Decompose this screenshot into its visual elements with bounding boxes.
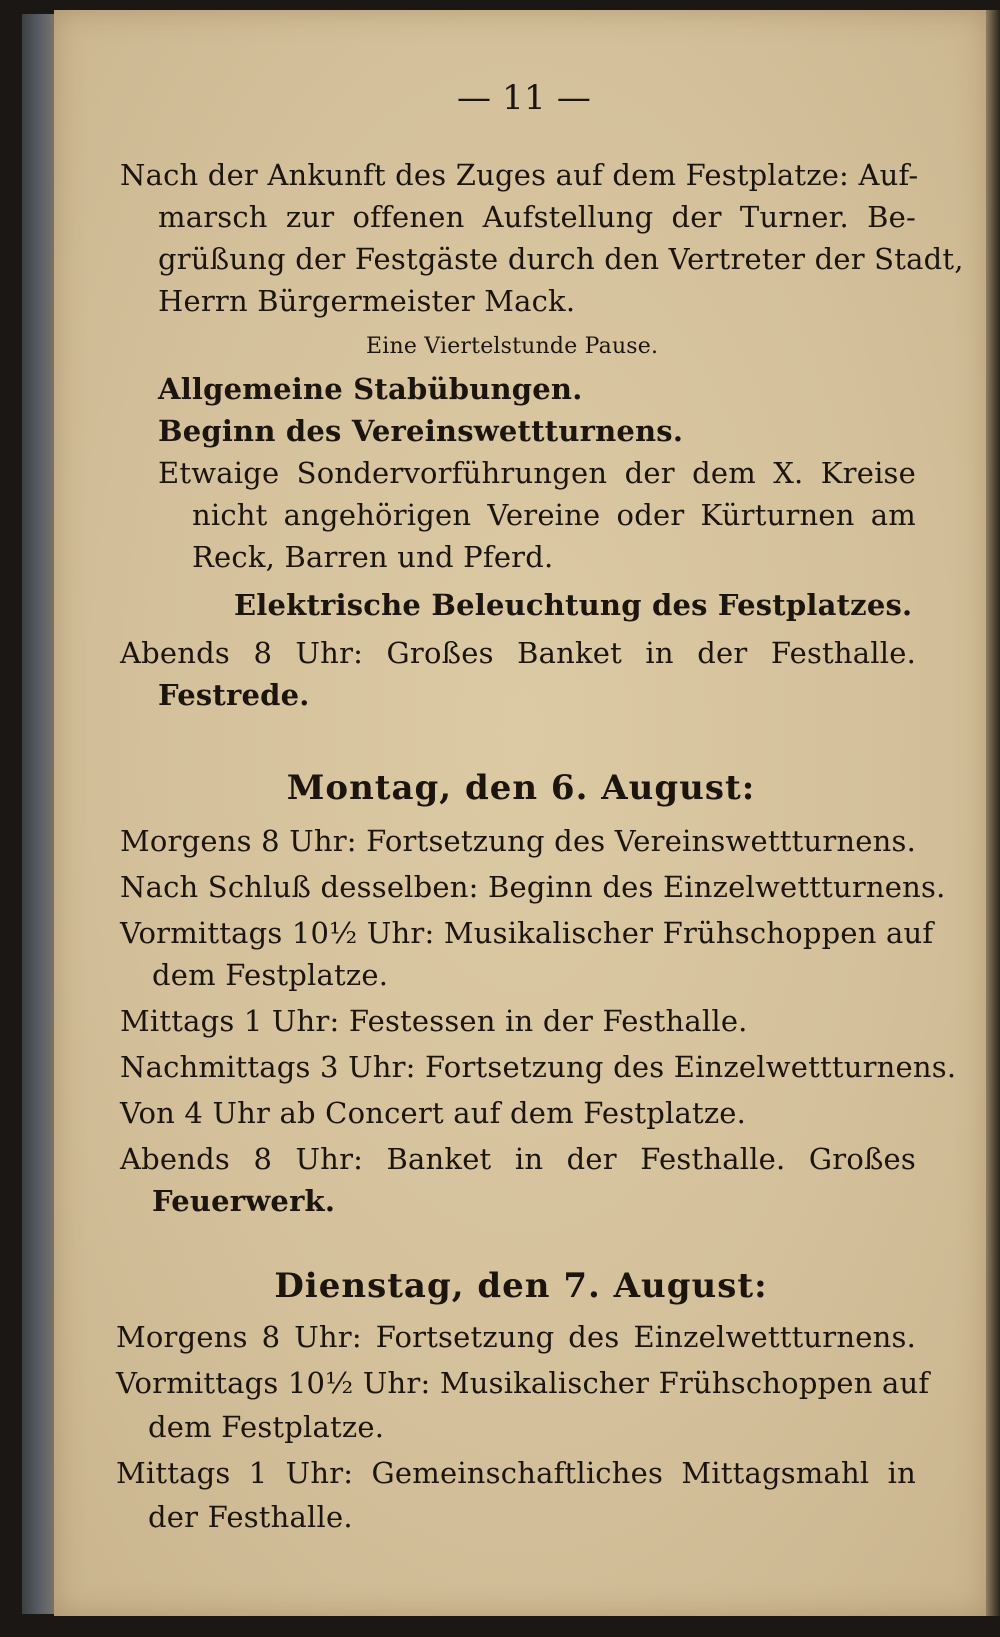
lighting-note: Elektrische Beleuchtung des Festplatzes.	[234, 588, 913, 622]
monday-line: Nach Schluß desselben: Beginn des Einzelwettturnens.	[120, 870, 946, 904]
monday-heading: Montag, den 6. August:	[286, 768, 756, 808]
monday-line: Feuerwerk.	[152, 1184, 336, 1218]
book-gutter	[22, 14, 56, 1614]
evening-line: Abends 8 Uhr: Großes Banket in der Festhalle.	[120, 636, 916, 670]
arrival-line: Nach der Ankunft des Zuges auf dem Festplatze: Auf-	[120, 158, 919, 192]
tuesday-line: Mittags 1 Uhr: Gemeinschaftliches Mittagsmahl in	[116, 1456, 916, 1490]
monday-line: Vormittags 10½ Uhr: Musikalischer Frühschoppen auf	[120, 916, 934, 950]
tuesday-heading: Dienstag, den 7. August:	[274, 1266, 768, 1306]
tuesday-line: Morgens 8 Uhr: Fortsetzung des Einzelwettturnens.	[116, 1320, 916, 1354]
monday-line: Von 4 Uhr ab Concert auf dem Festplatze.	[120, 1096, 747, 1130]
monday-line: Abends 8 Uhr: Banket in der Festhalle. Großes	[120, 1142, 916, 1176]
monday-line: dem Festplatze.	[152, 958, 389, 992]
program-item: Allgemeine Stabübungen.	[158, 372, 583, 406]
special-line: Etwaige Sondervorführungen der dem X. Kreise	[158, 456, 916, 490]
arrival-line: Herrn Bürgermeister Mack.	[158, 284, 576, 318]
monday-line: Mittags 1 Uhr: Festessen in der Festhalle.	[120, 1004, 748, 1038]
paper-page	[54, 10, 988, 1616]
special-line: Reck, Barren und Pferd.	[192, 540, 554, 574]
arrival-line: marsch zur offenen Aufstellung der Turner. Be-	[158, 200, 916, 234]
program-item: Beginn des Vereinswettturnens.	[158, 414, 684, 448]
evening-line: Festrede.	[158, 678, 310, 712]
monday-line: Nachmittags 3 Uhr: Fortsetzung des Einzelwettturnens.	[120, 1050, 957, 1084]
page-edge	[986, 10, 1000, 1616]
special-line: nicht angehörigen Vereine oder Kürturnen am	[192, 498, 916, 532]
page-text	[54, 10, 988, 1616]
page-number: — 11 —	[456, 78, 592, 118]
monday-line: Morgens 8 Uhr: Fortsetzung des Vereinswettturnens.	[120, 824, 917, 858]
tuesday-line: dem Festplatze.	[148, 1410, 385, 1444]
tuesday-line: Vormittags 10½ Uhr: Musikalischer Frühschoppen auf	[116, 1366, 930, 1400]
tuesday-line: der Festhalle.	[148, 1500, 353, 1534]
arrival-line: grüßung der Festgäste durch den Vertreter der Stadt,	[158, 242, 964, 276]
pause-note: Eine Viertelstunde Pause.	[366, 334, 659, 359]
